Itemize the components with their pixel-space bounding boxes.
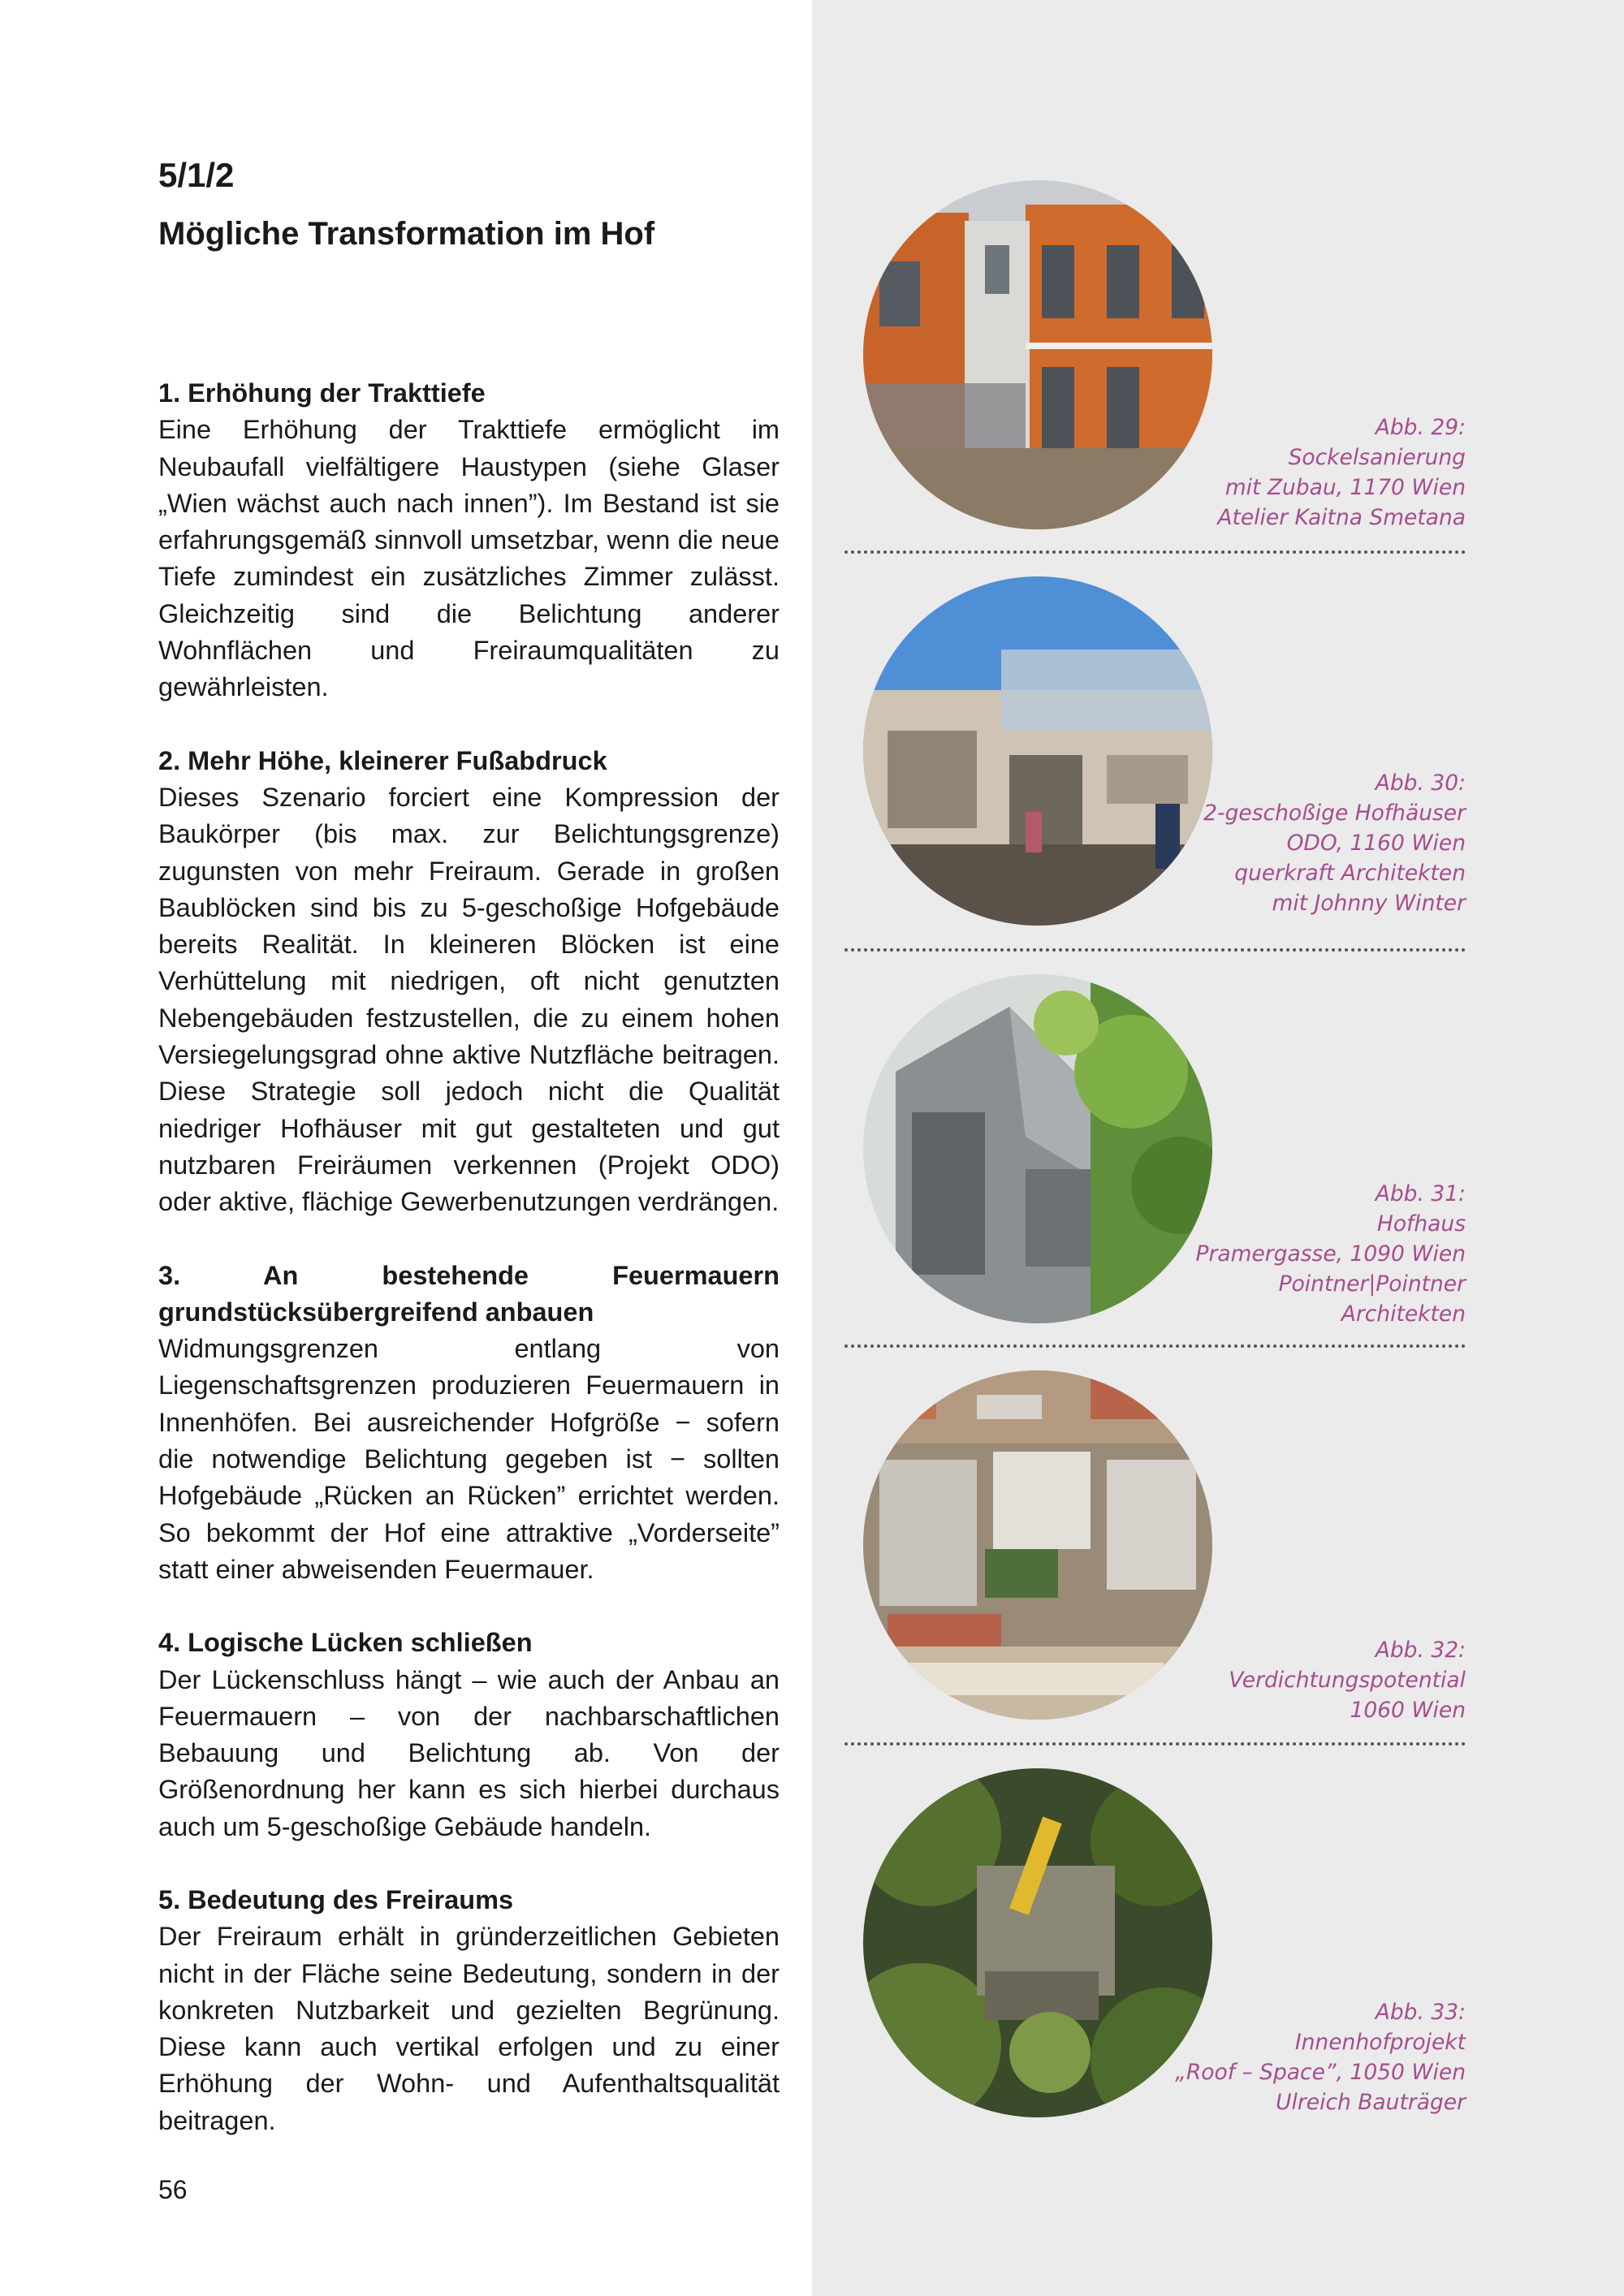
section-luecken — [158, 1625, 780, 1845]
section-trakttiefe — [158, 375, 780, 706]
dotted-divider — [844, 550, 1466, 554]
section-mehr-hoehe — [158, 743, 780, 1221]
dotted-divider — [844, 1742, 1466, 1746]
section-heading: 3. An bestehende Feuermauern grundstücksübergreifend anbauen — [158, 1260, 780, 1327]
section-text: Der Lückenschluss hängt – wie auch der Anbau an Feuermauern – von der nachbarschaftlichen Bebauung und Belichtung ab. Von der Größenordnung her kann es sich hierbei durchaus auch um 5-geschoßige Gebäude handeln. — [158, 1664, 780, 1841]
section-heading: 4. Logische Lücken schließen — [158, 1628, 533, 1658]
section-feuermauern — [158, 1258, 780, 1589]
caption-abb-31: Abb. 31: Hofhaus Pramergasse, 1090 Wien Pointner|Pointner Architekten — [1195, 1181, 1466, 1327]
section-heading: 5. Bedeutung des Freiraums — [158, 1884, 514, 1914]
section-text: Eine Erhöhung der Trakttiefe ermöglicht im Neubaufall vielfältigere Haustypen (siehe Glaser „Wien wächst auch nach innen”). Im Bestand ist sie erfahrungsgemäß sinnvoll umsetzbar, wenn die neue Tiefe zumindest ein zusätzliches Zimmer zulässt. Gleichzeitig sind die Belichtung anderer Wohnflächen und Freiraumqualitäten zu gewährleisten. — [158, 415, 780, 702]
section-heading: 2. Mehr Höhe, kleinerer Fußabdruck — [158, 745, 607, 775]
caption-abb-30: Abb. 30: 2-geschoßige Hofhäuser ODO, 1160 Wien querkraft Architekten mit Johnny Winter — [1203, 770, 1466, 916]
chapter-number: 5/1/2 — [158, 156, 235, 194]
section-freiraum — [158, 1882, 780, 2139]
section-text: Der Freiraum erhält in gründerzeitlichen Gebieten nicht in der Fläche seine Bedeutung, sondern in der konkreten Nutzbarkeit und gezielten Begrünung. Diese kann auch vertikal erfolgen und zu einer Erhöhung der Wohn- und Aufenthaltsqualität beitragen. — [158, 1922, 780, 2135]
dotted-divider — [844, 948, 1466, 952]
caption-abb-32: Abb. 32: Verdichtungspotential 1060 Wien — [1229, 1638, 1466, 1723]
page-number: 56 — [158, 2175, 188, 2204]
caption-abb-33: Abb. 33: Innenhofprojekt „Roof – Space”, 1050 Wien Ulreich Bauträger — [1175, 2000, 1466, 2115]
section-text: Widmungsgrenzen entlang von Liegenschaftsgrenzen produzieren Feuermauern in Innenhöfen. Bei ausreichender Hofgröße − sofern die notwendige Belichtung gegeben ist − sollten Hofgebäude „Rücken an Rücken” errichtet werden. So bekommt der Hof eine attraktive „Vorderseite” statt einer abweisenden Feuermauer. — [158, 1334, 780, 1584]
section-heading: 1. Erhöhung der Trakttiefe — [158, 378, 486, 408]
section-text: Dieses Szenario forciert eine Kompression der Baukörper (bis max. zur Belichtungsgrenze) zugunsten von mehr Freiraum. Gerade in großen Baublöcken sind bis zu 5-geschoßige Hofgebäude bereits Realität. In kleineren Blöcken ist eine Verhüttelung mit niedrigen, oft nicht genutzten Nebengebäuden festzustellen, die zu einem hohen Versiegelungsgrad ohne aktive Nutzfläche beitragen. Diese Strategie soll jedoch nicht die Qualität niedriger Hofhäuser mit gut gestalteten und gut nutzbaren Freiräumen verkennen (Projekt ODO) oder aktive, flächige Gewerbenutzungen verdrängen. — [158, 782, 780, 1217]
body-text-column — [158, 375, 780, 2176]
dotted-divider — [844, 1344, 1466, 1348]
chapter-title: Mögliche Transformation im Hof — [158, 216, 655, 252]
caption-abb-29: Abb. 29: Sockelsanierung mit Zubau, 1170 Wien Atelier Kaitna Smetana — [1217, 415, 1466, 530]
